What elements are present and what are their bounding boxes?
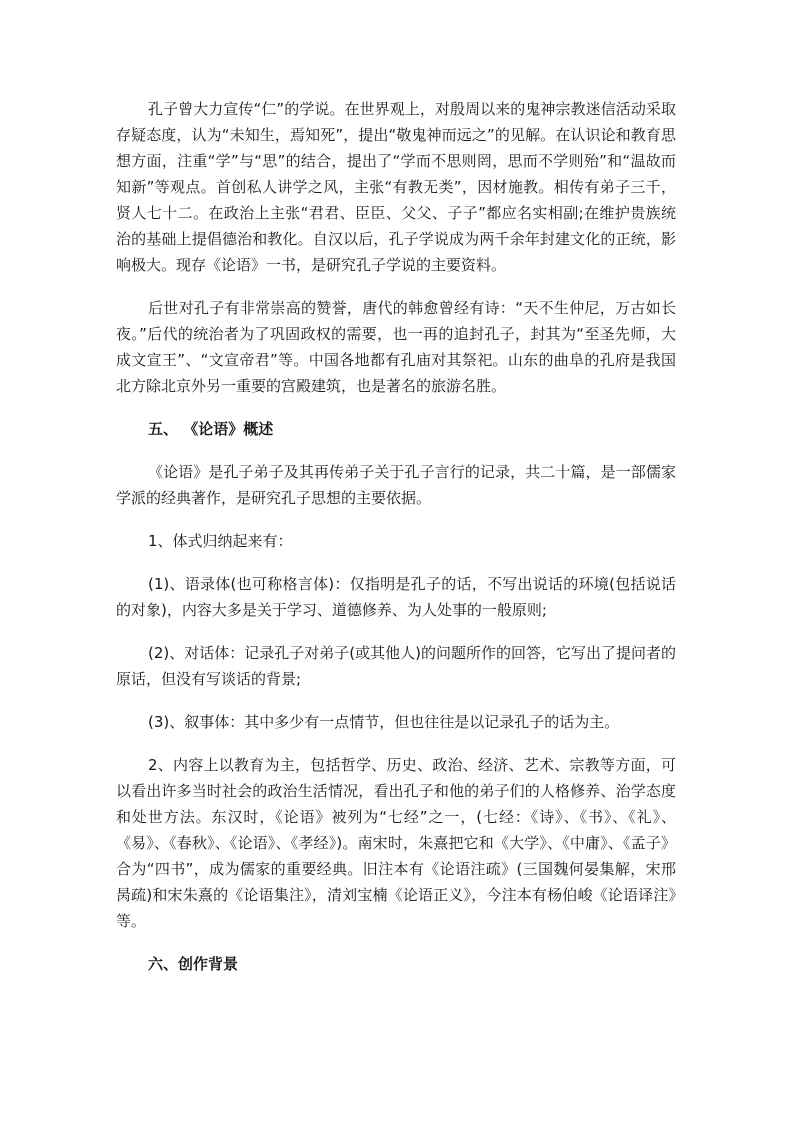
paragraph-later-praise: 后世对孔子有非常崇高的赞誉，唐代的韩愈曾经有诗：“天不生仲尼，万古如长夜。”后代的统治者为了巩固政权的需要，也一再的追封孔子，封其为“至圣先师，大成文宣王”、“文宣帝君”等。中国各地都有孔庙对其祭祀。山东的曲阜的孔府是我国北方除北京外另一重要的宫殿建筑，也是著名的旅游名胜。 (116, 299, 676, 395)
paragraph-confucius-thought: 孔子曾大力宣传“仁”的学说。在世界观上，对殷周以来的鬼神宗教迷信活动采取存疑态度，认为“未知生，焉知死”，提出“敬鬼神而远之”的见解。在认识论和教育思想方面，注重“学”与“思”的结合，提出了“学而不思则罔，思而不学则殆”和“温故而知新”等观点。首创私人讲学之风，主张“有教无类”，因材施教。相传有弟子三千，贤人七十二。在政治上主张“君君、臣臣、父父、子子”都应名实相副;在维护贵族统治的基础上提倡德治和教化。自汉以后，孔子学说成为两千余年封建文化的正统，影响极大。现存《论语》一书，是研究孔子学说的主要资料。 (116, 100, 676, 274)
list-item-content: 2、内容上以教育为主，包括哲学、历史、政治、经济、艺术、宗教等方面，可以看出许多当时社会的政治生活情况，看出孔子和他的弟子们的人格修养、治学态度和处世方法。东汉时，《论语》被列为“七经”之一，(七经：《诗》、《书》、《礼》、《易》、《春秋》、《论语》、《孝经》)。南宋时，朱熹把它和《大学》、《中庸》、《孟子》合为“四书”，成为儒家的重要经典。旧注本有《论语注疏》(三国魏何晏集解，宋邢昺疏)和宋朱熹的《论语集注》，清刘宝楠《论语正义》，今注本有杨伯峻《论语译注》等。 (116, 756, 676, 930)
section-heading-creation-background: 六、创作背景 (148, 955, 239, 973)
list-subitem-dialogue-style: (2)、对话体：记录孔子对弟子(或其他人)的问题所作的回答，它写出了提问者的原话，但没有写谈话的背景; (116, 644, 676, 688)
list-subitem-narrative-style: (3)、叙事体：其中多少有一点情节，但也往往是以记录孔子的话为主。 (148, 713, 620, 731)
list-item-style: 1、体式归纳起来有： (148, 532, 293, 550)
document-page (116, 96, 676, 994)
list-subitem-quotation-style: (1)、语录体(也可称格言体)：仅指明是孔子的话，不写出说话的环境(包括说话的对象)，内容大多是关于学习、道德修养、为人处事的一般原则; (116, 575, 676, 619)
paragraph-analects-intro: 《论语》是孔子弟子及其再传弟子关于孔子言行的记录，共二十篇，是一部儒家学派的经典著作，是研究孔子思想的主要依据。 (116, 463, 676, 507)
section-heading-analects-overview: 五、 《论语》概述 (148, 420, 274, 438)
